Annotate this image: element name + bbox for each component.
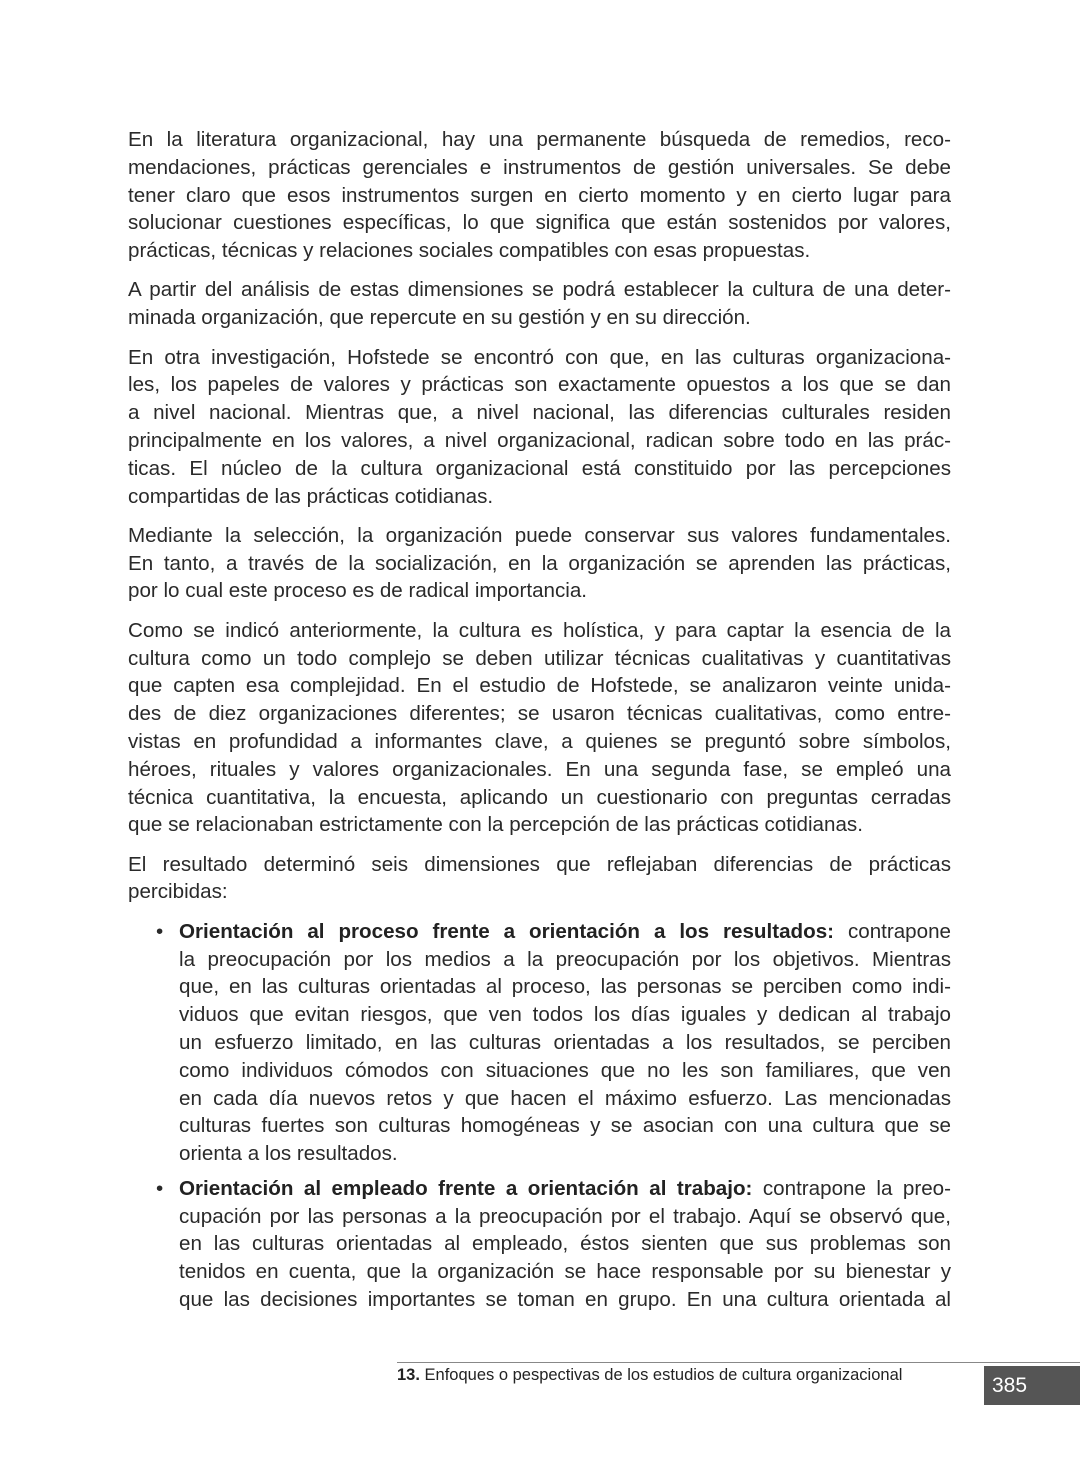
text-line: Como se indicó anteriormente, la cultura es holística, y para captar la esencia de la — [128, 618, 951, 642]
paragraph — [128, 851, 951, 907]
text-line — [179, 1175, 951, 1203]
chapter-number: 13. — [397, 1366, 420, 1384]
bullet-marker: • — [156, 1176, 164, 1200]
paragraph — [128, 617, 951, 839]
text-line: prácticas, técnicas y relaciones sociales compatibles con esas propuestas. — [128, 239, 811, 263]
paragraph — [128, 522, 951, 605]
text-line: principalmente en los valores, a nivel organizacional, radican sobre todo en las prác- — [128, 428, 951, 452]
text-line: en cada día nuevos retos y que hacen el máximo esfuerzo. Las mencionadas — [179, 1086, 951, 1110]
text-line: En tanto, a través de la socialización, en la organización se aprenden las prácticas, — [128, 551, 951, 575]
text-line: percibidas: — [128, 880, 228, 904]
text-line: como individuos cómodos con situaciones que no les son familiares, que ven — [179, 1058, 951, 1082]
bullet-text: contrapone — [834, 919, 951, 943]
text-line: minada organización, que repercute en su gestión y en su dirección. — [128, 306, 751, 330]
bullet-title: Orientación al proceso frente a orientación a los resultados: — [179, 919, 835, 943]
bullet-text: contrapone la preo- — [752, 1176, 951, 1200]
text-line: solucionar cuestiones específicas, lo que significa que están sostenidos por valores, — [128, 211, 951, 235]
text-line: técnica cuantitativa, la encuesta, aplicando un cuestionario con preguntas cerradas — [128, 785, 951, 809]
text-line: Mediante la selección, la organización puede conservar sus valores fundamentales. — [128, 523, 951, 547]
chapter-title: Enfoques o pespectivas de los estudios de cultura organizacional — [419, 1366, 903, 1384]
text-line: a nivel nacional. Mientras que, a nivel nacional, las diferencias culturales residen — [128, 401, 951, 425]
text-line: En la literatura organizacional, hay una permanente búsqueda de remedios, reco- — [128, 128, 951, 151]
text-line: des de diez organizaciones diferentes; se usaron técnicas cualitativas, como entre- — [128, 702, 951, 726]
page-number: 385 — [984, 1366, 1080, 1405]
bullet-item — [128, 1175, 951, 1314]
text-line: que las decisiones importantes se toman en grupo. En una cultura orientada al — [179, 1288, 951, 1312]
running-footer — [397, 1366, 902, 1385]
text-line — [179, 918, 951, 946]
text-line: viduos que evitan riesgos, que ven todos los días iguales y dedican al trabajo — [179, 1003, 951, 1027]
text-line: les, los papeles de valores y prácticas son exactamente opuestos a los que se dan — [128, 373, 951, 397]
body-text — [128, 126, 951, 1321]
text-line: por lo cual este proceso es de radical importancia. — [128, 579, 588, 603]
paragraph — [128, 276, 951, 332]
bullet-marker: • — [156, 919, 164, 943]
text-line: tener claro que esos instrumentos surgen en cierto momento y en cierto lugar para — [128, 183, 951, 207]
text-line: mendaciones, prácticas gerenciales e instrumentos de gestión universales. Se debe — [128, 155, 951, 179]
paragraph — [128, 344, 951, 511]
text-line: En otra investigación, Hofstede se encontró con que, en las culturas organizaciona- — [128, 345, 951, 369]
text-line: la preocupación por los medios a la preocupación por los objetivos. Mientras — [179, 947, 951, 971]
text-line: orienta a los resultados. — [179, 1142, 398, 1166]
text-line: que capten esa complejidad. En el estudio de Hofstede, se analizaron veinte unida- — [128, 674, 951, 698]
text-line: ticas. El núcleo de la cultura organizacional está constituido por las percepciones — [128, 456, 951, 480]
text-line: un esfuerzo limitado, en las culturas orientadas a los resultados, se perciben — [179, 1030, 951, 1054]
text-line: cupación por las personas a la preocupación por el trabajo. Aquí se observó que, — [179, 1204, 951, 1228]
text-line: tenidos en cuenta, que la organización se hace responsable por su bienestar y — [179, 1260, 951, 1284]
text-line: El resultado determinó seis dimensiones que reflejaban diferencias de prácticas — [128, 852, 951, 876]
bullet-title: Orientación al empleado frente a orientación al trabajo: — [179, 1176, 753, 1200]
text-line: cultura como un todo complejo se deben utilizar técnicas cualitativas y cuantitativas — [128, 646, 951, 670]
bullet-item — [128, 918, 951, 1168]
text-line: héroes, rituales y valores organizacionales. En una segunda fase, se empleó una — [128, 757, 951, 781]
paragraph — [128, 126, 951, 265]
text-line: que se relacionaban estrictamente con la percepción de las prácticas cotidianas. — [128, 813, 863, 837]
footer-divider — [397, 1362, 1080, 1363]
text-line: A partir del análisis de estas dimensiones se podrá establecer la cultura de una deter- — [128, 278, 951, 302]
text-line: compartidas de las prácticas cotidianas. — [128, 484, 494, 508]
text-line: que, en las culturas orientadas al proceso, las personas se perciben como indi- — [179, 975, 951, 999]
text-line: culturas fuertes son culturas homogéneas y se asocian con una cultura que se — [179, 1114, 951, 1138]
text-line: vistas en profundidad a informantes clave, a quienes se preguntó sobre símbolos, — [128, 729, 951, 753]
text-line: en las culturas orientadas al empleado, éstos sienten que sus problemas son — [179, 1232, 951, 1256]
